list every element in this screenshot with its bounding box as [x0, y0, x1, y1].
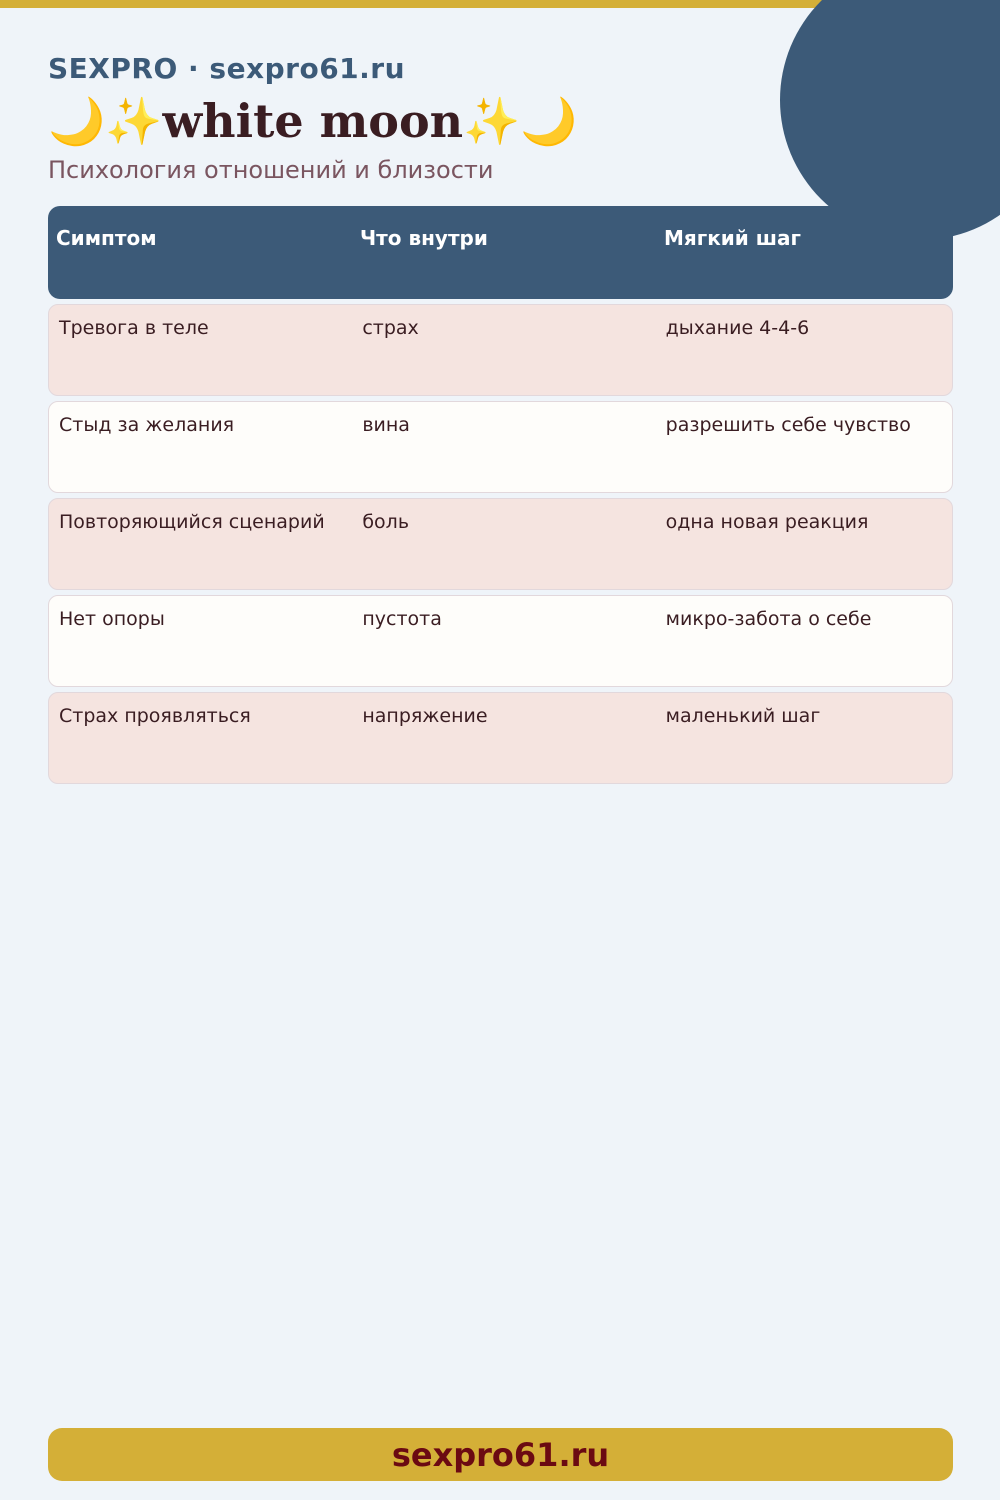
cell-symptom: Тревога в теле — [59, 317, 209, 339]
column-header-inside: Что внутри — [360, 226, 488, 250]
cell-step: разрешить себе чувство — [665, 414, 911, 436]
column-header-step: Мягкий шаг — [664, 226, 801, 250]
cell-step: микро-забота о себе — [665, 608, 872, 630]
footer-banner — [48, 1428, 953, 1481]
cell-step: дыхание 4-4-6 — [665, 317, 810, 339]
page-title: 🌙✨white moon✨🌙 — [48, 94, 578, 148]
cell-step: маленький шаг — [665, 705, 821, 727]
cell-symptom: Стыд за желания — [59, 414, 235, 436]
decorative-circle — [780, 0, 1000, 240]
cell-inside: вина — [362, 414, 410, 436]
cell-inside: напряжение — [362, 705, 488, 727]
cell-inside: страх — [362, 317, 419, 339]
cell-symptom: Повторяющийся сценарий — [59, 511, 325, 533]
footer-site-link[interactable]: sexpro61.ru — [391, 1435, 610, 1474]
cell-inside: пустота — [362, 608, 442, 630]
table-row — [48, 304, 953, 396]
table-row — [48, 692, 953, 784]
column-header-symptom: Симптом — [56, 226, 157, 250]
page-subtitle: Психология отношений и близости — [48, 156, 494, 184]
table-row — [48, 498, 953, 590]
table-row — [48, 401, 953, 493]
table-header-row — [48, 206, 953, 299]
symptom-table — [48, 206, 953, 789]
cell-step: одна новая реакция — [665, 511, 869, 533]
cell-inside: боль — [362, 511, 410, 533]
brand-label: SEXPRO · sexpro61.ru — [48, 52, 406, 85]
table-row — [48, 595, 953, 687]
cell-symptom: Страх проявляться — [59, 705, 251, 727]
cell-symptom: Нет опоры — [59, 608, 165, 630]
